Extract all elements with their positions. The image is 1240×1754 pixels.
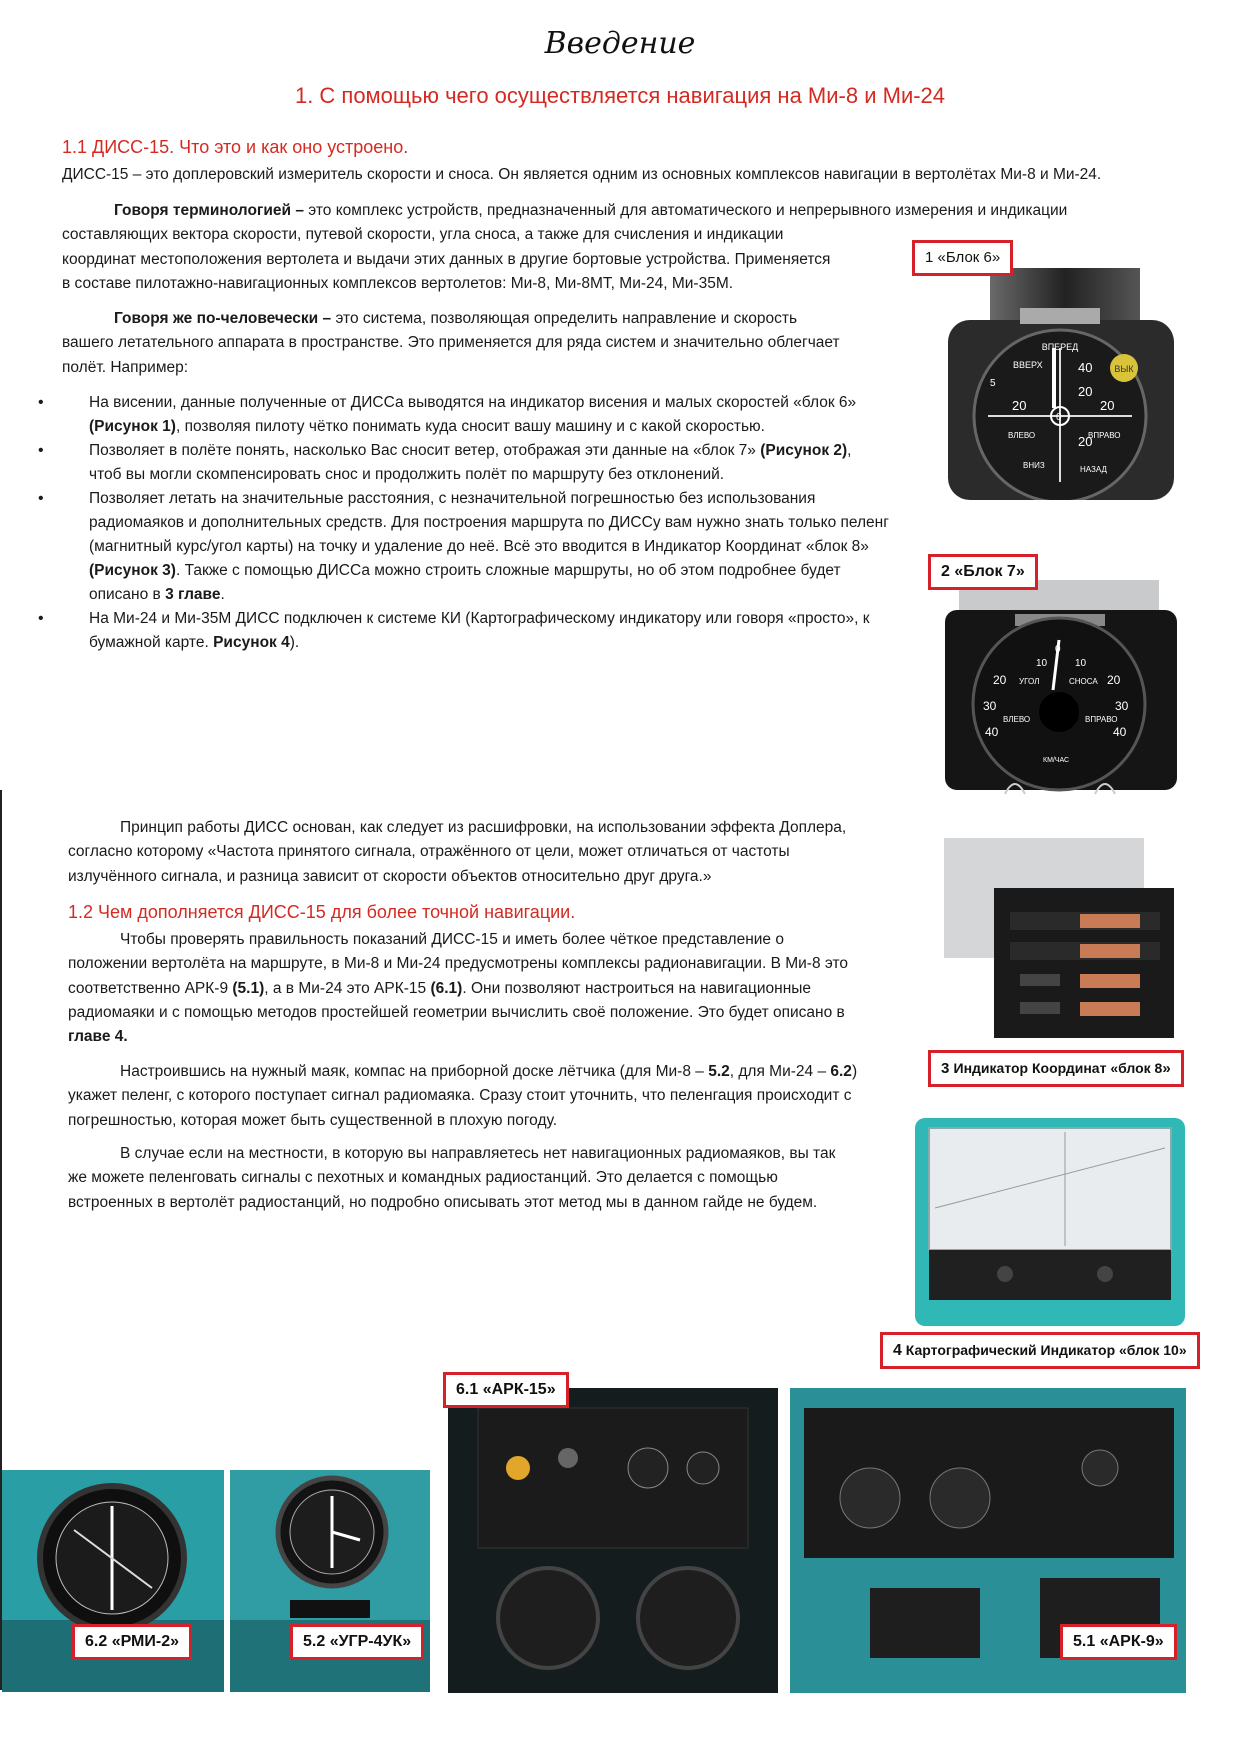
text-line: . Также с помощью ДИССа можно строить сложные маршруты, но об этом подробнее будет — [175, 562, 841, 579]
dial-label: УГОЛ — [1019, 677, 1040, 686]
section-heading-1-1: 1.1 ДИСС-15. Что это и как оно устроено. — [62, 137, 409, 157]
dial-label: 0 — [1056, 412, 1062, 423]
figure-block-10-photo — [915, 1118, 1185, 1326]
text-line: чтоб вы могли скомпенсировать снос и продолжить полёт по маршруту без отклонений. — [89, 466, 725, 483]
section-heading-1-2: 1.2 Чем дополняется ДИСС-15 для более точной навигации. — [68, 902, 576, 922]
paragraph-radionav — [68, 928, 928, 1049]
intro-title: Введение — [544, 26, 696, 61]
text-line: координат местоположения вертолета и выдачи этих данных в другие бортовые устройства. Применяется — [62, 250, 831, 268]
list-item — [63, 391, 918, 439]
caption-figure-5-2: 5.2 «УГР-4УК» — [290, 1624, 424, 1660]
text-line: описано в — [89, 586, 166, 603]
text-line: • Позволяет летать на значительные расстояния, с незначительной погрешностью без использования — [89, 490, 816, 507]
dial-label: ВПЕРЕД — [1041, 342, 1079, 352]
text-line: укажет пеленг, с которого поступает сигнал радиомаяка. Сразу стоит уточнить, что пеленгация происходит с — [68, 1087, 852, 1105]
dial-label: 40 — [985, 725, 999, 739]
caption-text: Картографический Индикатор «блок 10» — [905, 1342, 1187, 1358]
dial-label: ВЛЕВО — [1008, 431, 1036, 440]
paragraph-compass — [68, 1060, 928, 1133]
text-line: . Они позволяют настроиться на навигационные — [462, 979, 812, 997]
text-line: соответственно АРК-9 — [68, 979, 233, 997]
dial-label: 0 — [1055, 644, 1061, 655]
dial-label: 20 — [1100, 398, 1115, 413]
dial-label: ВПРАВО — [1088, 431, 1121, 440]
dial-label: 10 — [1036, 658, 1048, 669]
figure-block-8-photo — [940, 838, 1180, 1038]
list-item — [63, 487, 918, 607]
text-line: встроенных в вертолёт радиостанций, но подробно описывать этот метод мы в данном гайде не будем. — [68, 1193, 818, 1211]
dial-label: 20 — [1012, 398, 1027, 413]
caption-figure-2: 2 «Блок 7» — [928, 554, 1038, 590]
caption-figure-4 — [880, 1332, 1200, 1369]
text-line: радиомаяки и с помощью методов простейшей геометрии вычислить своё положение. Это будет описано в — [68, 1003, 845, 1021]
dial-label: 10 — [1075, 658, 1087, 669]
text-line: Принцип работы ДИСС основан, как следует из расшифровки, на использовании эффекта Доплера, — [120, 819, 847, 836]
caption-figure-5-1: 5.1 «АРК-9» — [1060, 1624, 1177, 1660]
bold-human-terms: Говоря же по-человечески – — [114, 310, 332, 327]
bullet-list — [38, 391, 918, 655]
text-line: же можете пеленговать сигналы с пехотных и командных радиостанций. Это делается с помощью — [68, 1169, 778, 1187]
text-line: полёт. Например: — [62, 358, 189, 376]
figure-ref: (6.1) — [430, 979, 463, 997]
dial-label: НАЗАД — [1080, 465, 1107, 474]
dial-label: ВВЕРХ — [1013, 360, 1043, 370]
paragraph-human-terms — [62, 307, 922, 380]
dial-label: ВНИЗ — [1023, 461, 1045, 470]
text-line: бумажной карте. — [89, 634, 214, 651]
text-line: , позволяя пилоту чётко понимать куда сносит вашу машину и с какой скоростью. — [175, 418, 765, 435]
paragraph-radiostations — [68, 1142, 928, 1215]
dial-label: 30 — [1115, 699, 1129, 713]
figure-block-7-photo — [935, 580, 1190, 805]
caption-end: » — [1162, 1060, 1171, 1077]
list-item — [63, 607, 918, 655]
text-line: В случае если на местности, в которую вы направляетесь нет навигационных радиомаяков, вы так — [120, 1145, 836, 1162]
dial-label: СНОСА — [1069, 677, 1098, 686]
text-line: согласно которому «Частота принятого сигнала, отражённого от цели, может отличаться от частоты — [68, 843, 790, 861]
figure-ref: (Рисунок 3) — [89, 562, 176, 579]
figure-ref: 5.2 — [708, 1063, 730, 1080]
caption-figure-3 — [928, 1050, 1184, 1087]
text-line: это система, позволяющая определить направление и скорость — [331, 310, 798, 327]
caption-number: 3 — [941, 1060, 950, 1077]
text-line: Чтобы проверять правильность показаний ДИСС-15 и иметь более чёткое представление о — [120, 931, 784, 948]
chapter-ref: 3 главе — [165, 586, 221, 603]
text-line: , — [847, 442, 852, 459]
dial-label: ВПРАВО — [1085, 715, 1118, 724]
figure-ref: 6.2 — [830, 1063, 852, 1080]
text-line: ). — [289, 634, 300, 651]
text-line: , а в Ми-24 это АРК-15 — [264, 979, 431, 997]
caption-number: 4 — [893, 1342, 902, 1359]
main-heading: 1. С помощью чего осуществляется навигация на Ми-8 и Ми-24 — [294, 83, 946, 108]
dial-label: 20 — [1078, 384, 1093, 399]
text-line: погрешностью, которая может быть существенной в плохую погоду. — [68, 1111, 558, 1129]
dial-label: 40 — [1113, 725, 1127, 739]
text-line: это комплекс устройств, предназначенный для автоматического и непрерывного измерения и индикации — [303, 202, 1068, 219]
caption-figure-6-1: 6.1 «АРК-15» — [443, 1372, 569, 1408]
bold-terminology: Говоря терминологией – — [114, 202, 304, 219]
dial-label: 30 — [983, 699, 997, 713]
photo-ark-15 — [448, 1388, 778, 1693]
dial-label: 20 — [993, 673, 1007, 687]
text-line: • На Ми-24 и Ми-35М ДИСС подключен к системе КИ (Картографическому индикатору или говоря «просто», к — [89, 610, 870, 627]
dial-label: ВЫК — [1114, 364, 1134, 374]
paragraph-diss-definition: ДИСС-15 – это доплеровский измеритель скорости и сноса. Он является одним из основных комплексов навигации в вертолётах Ми-8 и Ми-24. — [62, 166, 1102, 183]
dial-label: 20 — [1078, 434, 1093, 449]
caption-figure-6-2: 6.2 «РМИ-2» — [72, 1624, 192, 1660]
dial-label: ВЛЕВО — [1003, 715, 1031, 724]
figure-block-6-photo — [928, 268, 1190, 500]
caption-figure-1: 1 «Блок 6» — [912, 240, 1013, 276]
text-line: радиомаяков и дополнительных средств. Для построения маршрута по ДИССу вам нужно знать только пеленг — [89, 514, 889, 531]
figure-ref: (5.1) — [232, 979, 265, 997]
text-line: вашего летательного аппарата в пространстве. Это применяется для ряда систем и значительно облегчает — [62, 334, 840, 352]
text-line: , для Ми-24 – — [729, 1063, 831, 1080]
text-line: излучённого сигнала, и разница зависит от скорости объектов относительно друг друга.» — [68, 867, 712, 885]
chapter-ref: главе 4. — [68, 1028, 128, 1046]
paragraph-doppler — [68, 816, 928, 889]
dial-label: 40 — [1078, 360, 1093, 375]
text-line: составляющих вектора скорости, путевой скорости, угла сноса, а также для счисления и индикации — [62, 226, 784, 244]
text-line: • На висении, данные полученные от ДИССа выводятся на индикатор висения и малых скоростей «блок 6» — [89, 394, 857, 411]
text-line: в составе пилотажно-навигационных комплексов вертолетов: Ми-8, Ми-8МТ, Ми-24, Ми-35М. — [62, 274, 734, 292]
dial-label: 5 — [990, 378, 996, 389]
text-line: . — [220, 586, 225, 603]
caption-text: Индикатор Координат «блок 8 — [953, 1060, 1163, 1076]
text-line: Позволяет в полёте понять, насколько Вас сносит ветер, отображая эти данные на «блок 7» — [89, 442, 761, 459]
dial-label: 20 — [1107, 673, 1121, 687]
text-line: ) — [851, 1063, 858, 1080]
text-line: (магнитный курс/угол карты) на точку и удаление до неё. Всё это вводится в Индикатор Координат «блок 8» — [89, 538, 869, 555]
dial-label: КМ/ЧАС — [1043, 757, 1070, 764]
figure-ref: Рисунок 4 — [213, 634, 290, 651]
text-line: Настроившись на нужный маяк, компас на приборной доске лётчика (для Ми-8 – — [120, 1063, 709, 1080]
list-item — [63, 439, 918, 487]
text-line: положении вертолёта на маршруте, в Ми-8 и Ми-24 предусмотрены комплексы радионавигации. В Ми-8 это — [68, 955, 848, 973]
figure-ref: (Рисунок 2) — [760, 442, 848, 459]
figure-ref: (Рисунок 1) — [89, 418, 176, 435]
